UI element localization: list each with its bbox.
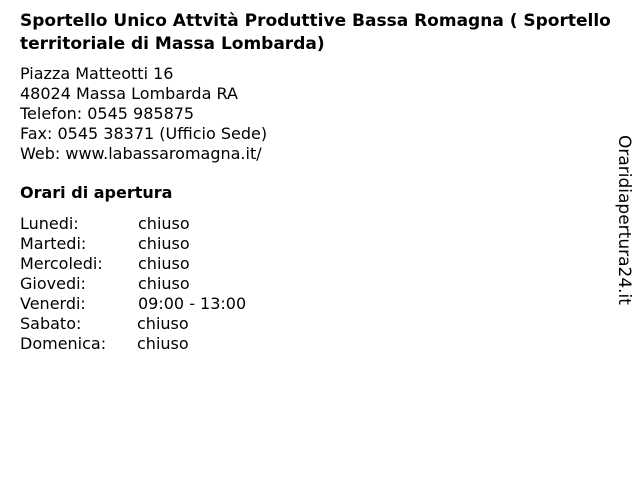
site-watermark <box>612 135 636 315</box>
hours-day: Mercoledi: <box>20 254 103 273</box>
address-web: Web: www.labassaromagna.it/ <box>20 144 262 163</box>
hours-row-saturday <box>20 314 320 334</box>
address-city: 48024 Massa Lombarda RA <box>20 84 238 103</box>
hours-time: chiuso <box>138 234 190 253</box>
hours-row-wednesday <box>20 254 320 274</box>
hours-row-thursday <box>20 274 320 294</box>
hours-time: 09:00 - 13:00 <box>138 294 247 313</box>
opening-hours-table <box>20 214 320 354</box>
address-street: Piazza Matteotti 16 <box>20 64 174 83</box>
address-phone: Telefon: 0545 985875 <box>20 104 195 123</box>
hours-time: chiuso <box>138 274 190 293</box>
hours-time: chiuso <box>138 214 190 233</box>
hours-day: Giovedi: <box>20 274 86 293</box>
hours-day: Domenica: <box>20 334 107 353</box>
site-watermark-label: Oraridiapertura24.it <box>614 135 634 305</box>
hours-row-tuesday <box>20 234 320 254</box>
hours-row-friday <box>20 294 320 314</box>
hours-row-sunday <box>20 334 320 354</box>
hours-row-monday <box>20 214 320 234</box>
hours-day: Lunedi: <box>20 214 79 233</box>
page-title: Sportello Unico Attvità Produttive Bassa Romagna ( Sportello territoriale di Massa Lombarda) <box>20 11 611 54</box>
address-block <box>20 64 267 164</box>
hours-time: chiuso <box>137 334 189 353</box>
hours-day: Sabato: <box>20 314 82 333</box>
hours-day: Venerdi: <box>20 294 86 313</box>
hours-time: chiuso <box>138 254 190 273</box>
address-fax: Fax: 0545 38371 (Ufficio Sede) <box>20 124 268 143</box>
hours-time: chiuso <box>137 314 189 333</box>
opening-hours-heading: Orari di apertura <box>20 183 173 202</box>
hours-day: Martedi: <box>20 234 87 253</box>
